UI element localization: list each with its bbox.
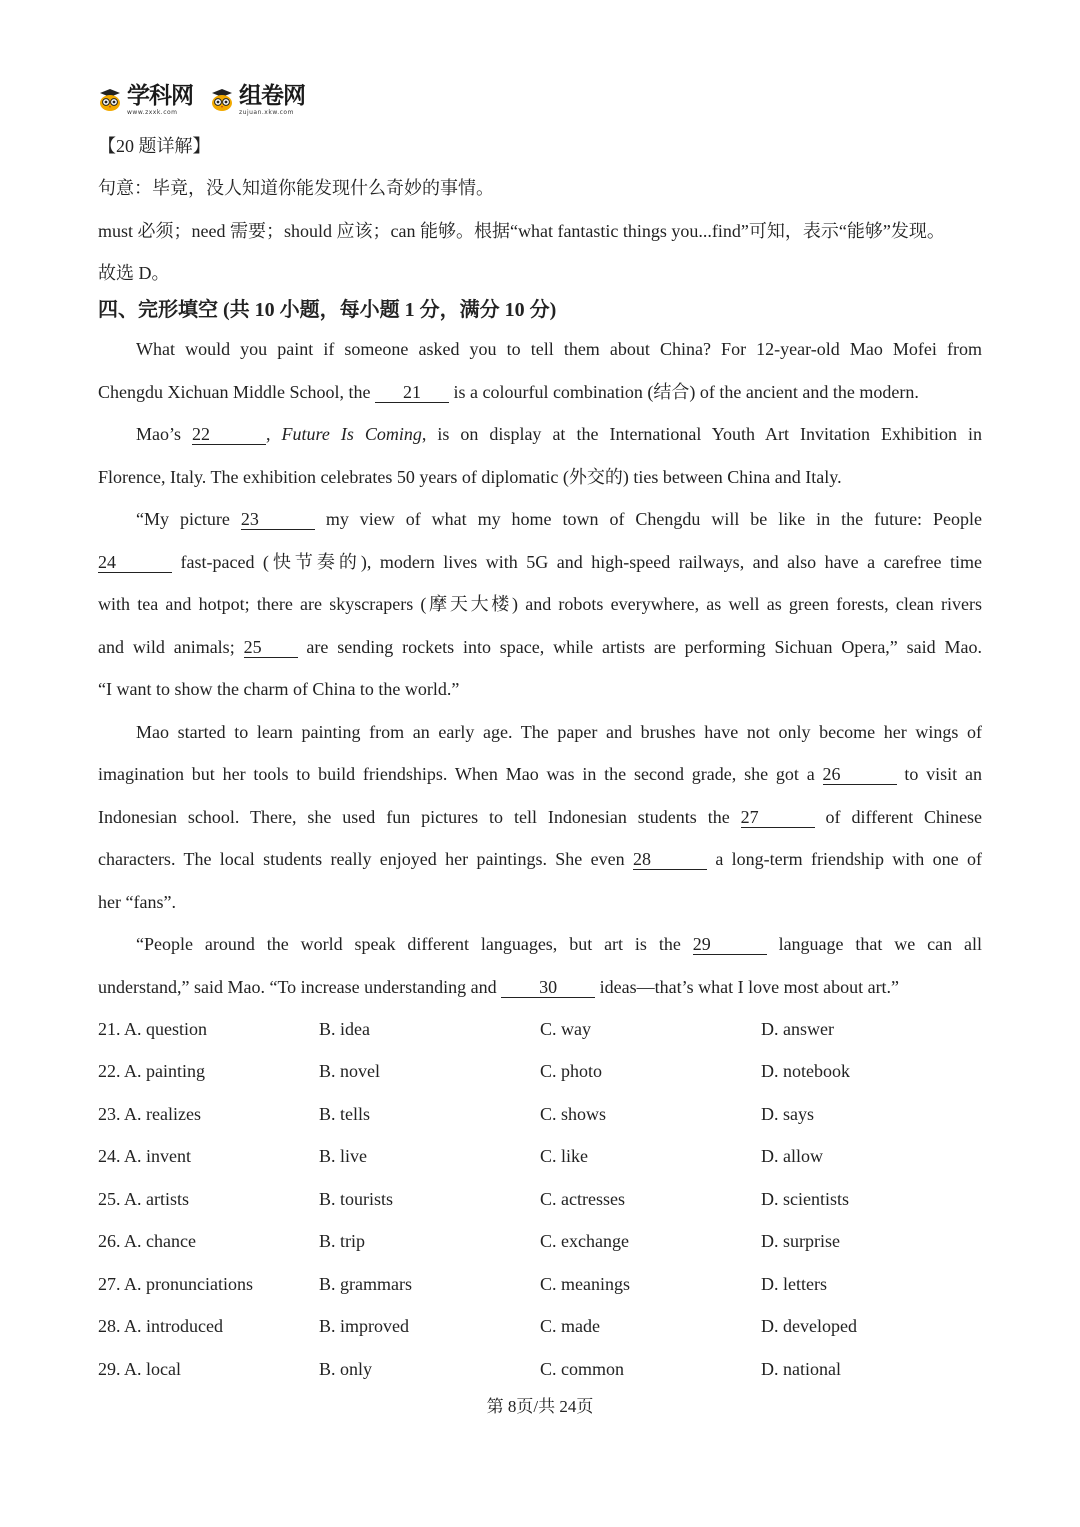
logo-zujuanwang xyxy=(209,82,305,116)
option-b: B. tells xyxy=(319,1104,371,1124)
passage-line: understand,” said Mao. “To increase understanding and 30 ideas—that’s what I love most about art.” xyxy=(98,977,900,997)
passage-line: Chengdu Xichuan Middle School, the 21 is a colourful combination (结合) of the ancient and the modern. xyxy=(98,382,919,402)
blank-22: 22 xyxy=(192,424,266,445)
page-number: 第 8页/共 24页 xyxy=(486,1397,594,1416)
blank-30: 30 xyxy=(501,977,595,998)
option-b: B. novel xyxy=(319,1061,380,1081)
option-c: C. exchange xyxy=(540,1231,629,1251)
logo1-name: 学科网 xyxy=(127,82,193,109)
option-c: C. common xyxy=(540,1359,624,1379)
option-b: B. grammars xyxy=(319,1274,412,1294)
option-d: D. says xyxy=(761,1104,814,1124)
option-b: B. live xyxy=(319,1146,367,1166)
passage-line: “I want to show the charm of China to the world.” xyxy=(98,679,460,699)
option-d: D. national xyxy=(761,1359,841,1379)
option-b: B. improved xyxy=(319,1316,409,1336)
passage-line: Mao started to learn painting from an early age. The paper and brushes have not only become her wings of xyxy=(136,722,982,742)
option-b: B. tourists xyxy=(319,1189,394,1209)
passage-line: Florence, Italy. The exhibition celebrates 50 years of diplomatic (外交的) ties between China and Italy. xyxy=(98,467,842,487)
option-c: C. made xyxy=(540,1316,600,1336)
logo2-name: 组卷网 xyxy=(239,82,305,109)
option-d: D. answer xyxy=(761,1019,834,1039)
blank-23: 23 xyxy=(241,509,315,530)
option-a: 28. A. introduced xyxy=(98,1316,223,1336)
header-logos xyxy=(97,80,305,120)
passage-line: What would you paint if someone asked you to tell them about China? For 12-year-old Mao Mofei from xyxy=(136,339,982,359)
option-a: 29. A. local xyxy=(98,1359,181,1379)
q20-meaning: 句意：毕竟，没人知道你能发现什么奇妙的事情。 xyxy=(98,178,494,198)
option-a: 25. A. artists xyxy=(98,1189,190,1209)
option-a: 26. A. chance xyxy=(98,1231,196,1251)
option-c: C. meanings xyxy=(540,1274,630,1294)
option-d: D. letters xyxy=(761,1274,827,1294)
blank-25: 25 xyxy=(244,637,298,658)
option-a: 22. A. painting xyxy=(98,1061,205,1081)
passage-line: imagination but her tools to build friendships. When Mao was in the second grade, she got a 26 to visit an xyxy=(98,764,982,784)
logo1-url: www.zxxk.com xyxy=(127,108,178,116)
option-d: D. developed xyxy=(761,1316,857,1336)
option-c: C. actresses xyxy=(540,1189,625,1209)
passage-line: her “fans”. xyxy=(98,892,176,912)
blank-27: 27 xyxy=(741,807,815,828)
logo2-url: zujuan.xkw.com xyxy=(239,108,294,116)
option-c: C. like xyxy=(540,1146,588,1166)
option-a: 23. A. realizes xyxy=(98,1104,201,1124)
section-heading: 四、完形填空 (共 10 小题，每小题 1 分，满分 10 分) xyxy=(98,299,557,321)
option-a: 21. A. question xyxy=(98,1019,208,1039)
passage-line: “People around the world speak different languages, but art is the 29 language that we can all xyxy=(136,934,982,954)
option-d: D. allow xyxy=(761,1146,823,1166)
option-b: B. idea xyxy=(319,1019,370,1039)
option-c: C. shows xyxy=(540,1104,607,1124)
blank-29: 29 xyxy=(693,934,767,955)
blank-24: 24 xyxy=(98,552,172,573)
passage-line: and wild animals; 25 are sending rockets into space, while artists are performing Sichuan Opera,” said Mao. xyxy=(98,637,983,657)
option-c: C. way xyxy=(540,1019,591,1039)
owl-icon xyxy=(97,87,123,113)
blank-26: 26 xyxy=(823,764,897,785)
option-b: B. only xyxy=(319,1359,373,1379)
option-c: C. photo xyxy=(540,1061,603,1081)
option-d: D. scientists xyxy=(761,1189,849,1209)
option-a: 27. A. pronunciations xyxy=(98,1274,253,1294)
passage-line: Indonesian school. There, she used fun pictures to tell Indonesian students the 27 of different Chinese xyxy=(98,807,982,827)
blank-28: 28 xyxy=(633,849,707,870)
passage-line: characters. The local students really enjoyed her paintings. She even 28 a long-term friendship with one of xyxy=(98,849,982,869)
painting-title: Future Is Coming xyxy=(281,424,422,444)
passage-line: with tea and hotpot; there are skyscrapers (摩天大楼) and robots everywhere, as well as green forests, clean rivers xyxy=(98,594,982,614)
owl-icon xyxy=(209,87,235,113)
passage-line: “My picture 23 my view of what my home town of Chengdu will be like in the future: People xyxy=(136,509,982,529)
passage-line: 24 fast-paced (快节奏的), modern lives with 5G and high-speed railways, and also have a carefree time xyxy=(98,552,982,572)
q20-analysis: must 必须；need 需要；should 应该；can 能够。根据“what fantastic things you...find”可知，表示“能够”发现。 xyxy=(98,221,945,241)
blank-21: 21 xyxy=(375,382,449,403)
logo-xuekewang xyxy=(97,82,193,116)
passage-line: Mao’s 22 , Future Is Coming, is on display at the International Youth Art Invitation Exhibition in xyxy=(136,424,983,444)
option-b: B. trip xyxy=(319,1231,366,1251)
option-d: D. notebook xyxy=(761,1061,850,1081)
option-a: 24. A. invent xyxy=(98,1146,191,1166)
option-d: D. surprise xyxy=(761,1231,840,1251)
q20-title: 【20 题详解】 xyxy=(98,136,211,156)
q20-answer: 故选 D。 xyxy=(98,263,170,283)
